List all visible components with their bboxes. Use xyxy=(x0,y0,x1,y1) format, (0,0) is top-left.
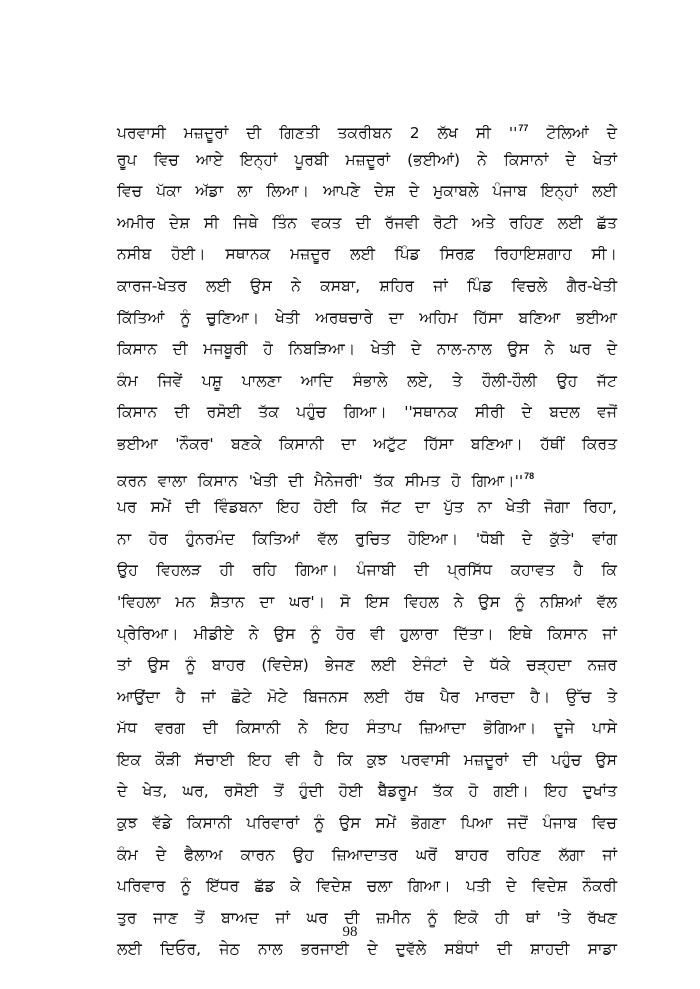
text-line: ਕਾਰਜ-ਖੇਤਰ ਲਈ ਉਸ ਨੇ ਕਸਬਾ, ਸ਼ਹਿਰ ਜਾਂ ਪਿੰਡ ਵਿਚਲੇ ਗੈਰ-ਖੇਤੀ xyxy=(117,276,617,295)
text-line: ਪਰ ਸਮੇਂ ਦੀ ਵਿੰਡਬਨਾ ਇਹ ਹੋਈ ਕਿ ਜੱਟ ਦਾ ਪੁੱਤ ਨਾ ਖੇਤੀ ਜੋਗਾ ਰਿਹਾ, xyxy=(117,498,617,517)
text-line: ਪ੍ਰੇਰਿਆ। ਮੀਡੀਏ ਨੇ ਉਸ ਨੂੰ ਹੋਰ ਵੀ ਹੁਲਾਰਾ ਦਿੱਤਾ। ਇਥੇ ਕਿਸਾਨ ਜਾਂ xyxy=(117,624,617,643)
text-line: ਮੱਧ ਵਰਗ ਦੀ ਕਿਸਾਨੀ ਨੇ ਇਹ ਸੰਤਾਪ ਜ਼ਿਆਦਾ ਭੋਗਿਆ। ਦੂਜੇ ਪਾਸੇ xyxy=(117,719,617,738)
text-line: ਕੰਮ ਜਿਵੇਂ ਪਸ਼ੂ ਪਾਲਣਾ ਆਦਿ ਸੰਭਾਲੇ ਲਏ, ਤੇ ਹੌਲੀ-ਹੌਲੀ ਉਹ ਜੱਟ xyxy=(117,371,617,390)
footnote-marker: 77 xyxy=(518,123,529,133)
text-line: ਅਮੀਰ ਦੇਸ਼ ਸੀ ਜਿਥੇ ਤਿੰਨ ਵਕਤ ਦੀ ਰੱਜਵੀ ਰੋਟੀ ਅਤੇ ਰਹਿਣ ਲਈ ਛੱਤ xyxy=(117,213,617,232)
text-line: ਤਾਂ ਉਸ ਨੂੰ ਬਾਹਰ (ਵਿਦੇਸ਼) ਭੇਜਣ ਲਈ ਏਜੰਟਾਂ ਦੇ ਧੱਕੇ ਚੜ੍ਹਦਾ ਨਜ਼ਰ xyxy=(117,656,617,675)
line-text-after: ਟੋਲਿਆਂ ਦੇ xyxy=(528,124,617,142)
text-line: ਤੁਰ ਜਾਣ ਤੋਂ ਬਾਅਦ ਜਾਂ ਘਰ ਦੀ ਜ਼ਮੀਨ ਨੂੰ ਇਕੋ ਹੀ ਥਾਂ 'ਤੇ ਰੱਖਣ xyxy=(117,908,617,927)
text-line: ਨਾ ਹੋਰ ਹੁੰਨਰਮੰਦ ਕਿਤਿਆਂ ਵੱਲ ਰੁਚਿਤ ਹੋਇਆ। 'ਧੋਬੀ ਦੇ ਕੁੱਤੇ' ਵਾਂਗ xyxy=(117,529,617,548)
text-line xyxy=(117,113,617,145)
body-text xyxy=(117,113,617,966)
text-line: ਕੁਝ ਵੱਡੇ ਕਿਸਾਨੀ ਪਰਿਵਾਰਾਂ ਨੂੰ ਉਸ ਸਮੇਂ ਭੋਗਣਾ ਪਿਆ ਜਦੋਂ ਪੰਜਾਬ ਵਿਚ xyxy=(117,814,617,833)
footnote-marker: 78 xyxy=(524,470,535,481)
text-line: ਕਿਸਾਨ ਦੀ ਮਜਬੂਰੀ ਹੋ ਨਿਬੜਿਆ। ਖੇਤੀ ਦੇ ਨਾਲ-ਨਾਲ ਉਸ ਨੇ ਘਰ ਦੇ xyxy=(117,340,617,359)
text-line: ਵਿਚ ਪੱਕਾ ਅੱਡਾ ਲਾ ਲਿਆ। ਆਪਣੇ ਦੇਸ਼ ਦੇ ਮੁਕਾਬਲੇ ਪੰਜਾਬ ਇਨ੍ਹਾਂ ਲਈ xyxy=(117,182,617,201)
text-line: ਪਰਿਵਾਰ ਨੂੰ ਇੱਧਰ ਛੱਡ ਕੇ ਵਿਦੇਸ਼ ਚਲਾ ਗਿਆ। ਪਤੀ ਦੇ ਵਿਦੇਸ਼ ਨੌਕਰੀ xyxy=(117,877,617,896)
text-line: ਦੇ ਖੇਤ, ਘਰ, ਰਸੋਈ ਤੋਂ ਹੁੰਦੀ ਹੋਈ ਬੈੱਡਰੂਮ ਤੱਕ ਹੋ ਗਈ। ਇਹ ਦੁਖਾਂਤ xyxy=(117,782,617,801)
text-line: ਆਉਂਦਾ ਹੈ ਜਾਂ ਛੋਟੇ ਮੋਟੇ ਬਿਜਨਸ ਲਈ ਹੱਥ ਪੈਰ ਮਾਰਦਾ ਹੈ। ਉੱਚ ਤੇ xyxy=(117,687,617,706)
text-line: ਲਈ ਦਿਓਰ, ਜੇਠ ਨਾਲ ਭਰਜਾਈ ਦੇ ਦੁਵੱਲੇ ਸਬੰਧਾਂ ਦੀ ਸ਼ਾਹਦੀ ਸਾਡਾ xyxy=(117,940,617,959)
text-line: ਉਹ ਵਿਹਲੜ ਹੀ ਰਹਿ ਗਿਆ। ਪੰਜਾਬੀ ਦੀ ਪ੍ਰਸਿੱਧ ਕਹਾਵਤ ਹੈ ਕਿ xyxy=(117,561,617,580)
text-line: ਭਈਆ 'ਨੌਕਰ' ਬਣਕੇ ਕਿਸਾਨੀ ਦਾ ਅਟੁੱਟ ਹਿੱਸਾ ਬਣਿਆ। ਹੱਥੀਂ ਕਿਰਤ xyxy=(117,434,617,453)
line-text: ਪਰਵਾਸੀ ਮਜ਼ਦੂਰਾਂ ਦੀ ਗਿਣਤੀ ਤਕਰੀਬਨ 2 ਲੱਖ ਸੀ '' xyxy=(117,124,518,142)
text-line: ਕਿੱਤਿਆਂ ਨੂੰ ਚੁਣਿਆ। ਖੇਤੀ ਅਰਥਚਾਰੇ ਦਾ ਅਹਿਮ ਹਿੱਸਾ ਬਣਿਆ ਭਈਆ xyxy=(117,308,617,327)
text-line: ਕੰਮ ਦੇ ਫੈਲਾਅ ਕਾਰਨ ਉਹ ਜ਼ਿਆਦਾਤਰ ਘਰੋਂ ਬਾਹਰ ਰਹਿਣ ਲੱਗਾ ਜਾਂ xyxy=(117,845,617,864)
text-line: 'ਵਿਹਲਾ ਮਨ ਸ਼ੈਤਾਨ ਦਾ ਘਰ'। ਸੋ ਇਸ ਵਿਹਲ ਨੇ ਉਸ ਨੂੰ ਨਸ਼ਿਆਂ ਵੱਲ xyxy=(117,592,617,611)
text-line: ਕਿਸਾਨ ਦੀ ਰਸੋਈ ਤੱਕ ਪਹੁੰਚ ਗਿਆ। ''ਸਥਾਨਕ ਸੀਰੀ ਦੇ ਬਦਲ ਵਜੋਂ xyxy=(117,403,617,422)
page-number: 98 xyxy=(342,924,358,940)
text-line: ਇਕ ਕੌੜੀ ਸੱਚਾਈ ਇਹ ਵੀ ਹੈ ਕਿ ਕੁਝ ਪਰਵਾਸੀ ਮਜ਼ਦੂਰਾਂ ਦੀ ਪਹੁੰਚ ਉਸ xyxy=(117,750,617,769)
line-text: ਕਰਨ ਵਾਲਾ ਕਿਸਾਨ 'ਖੇਤੀ ਦੀ ਮੈਨੇਜਰੀ' ਤੱਕ ਸੀਮਤ ਹੋ ਗਿਆ।'' xyxy=(117,471,524,490)
text-line: ਨਸੀਬ ਹੋਈ। ਸਥਾਨਕ ਮਜ਼ਦੂਰ ਲਈ ਪਿੰਡ ਸਿਰਫ਼ ਰਿਹਾਇਸ਼ਗਾਹ ਸੀ। xyxy=(117,245,617,264)
text-line xyxy=(117,461,617,493)
text-line: ਰੂਪ ਵਿਚ ਆਏ ਇਨ੍ਹਾਂ ਪੂਰਬੀ ਮਜ਼ਦੂਰਾਂ (ਭਈਆਂ) ਨੇ ਕਿਸਾਨਾਂ ਦੇ ਖੇਤਾਂ xyxy=(117,150,617,169)
